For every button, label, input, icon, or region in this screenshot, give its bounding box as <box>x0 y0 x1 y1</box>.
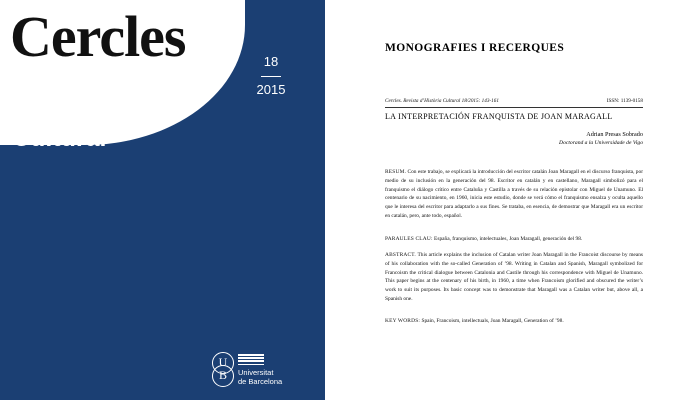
logo-name-line-2: de Barcelona <box>238 377 283 387</box>
resumen-paragraph <box>385 168 643 221</box>
journal-subtitle-line-3: Cultural <box>12 124 107 152</box>
logo-letter-b: B <box>212 365 234 387</box>
article-title: LA INTERPRETACIÓN FRANQUISTA DE JOAN MARAGALL <box>385 112 613 121</box>
journal-title: Cercles <box>10 4 186 69</box>
resumen-label: RESUM. <box>385 169 407 175</box>
keywords-paragraph <box>385 317 643 326</box>
resumen-text: Con este trabajo, se explicará la introducción del escritor catalán Joan Maragall en el discurso franquista, por medio de su inclusión en la generación del 98. Escritor en catalán y en castellano, Maragall simbolizó para el franquismo el diálogo crítico entre Cataluña y Castilla a través de su relación epistolar con Miguel de Unamuno. El centenario de su nacimiento, en 1960, inicia este estudio, donde se verá cómo el franquismo ensalza y oculta aquello que le interesa del escritor para adaptarlo a sus fines. Se trataba, en esencia, de demostrar que Maragall era un escritor en catalán, pero, ante todo, español. <box>385 169 643 219</box>
logo-name <box>238 368 282 387</box>
journal-subtitle <box>12 62 222 154</box>
journal-subtitle-line-1: Revista <box>12 63 101 91</box>
abstract-text: This article explains the inclusion of Catalan writer Joan Maragall in the Francoist discourse by means of his collaboration with the so-called Generation of ’98. Writing in Catalan and Spanish, Maragall symbolized for Francoism the critical dialogue between Catalonia and Castile through his correspondence with Miguel de Unamuno. This paper begins at the centenary of his birth, in 1960, a time when Francoism glorified and obscured the writer’s work to suit its purposes. Its basic concept was to demonstrate that Maragall was a Catalan writer but, above all, a Spanish one. <box>385 252 643 302</box>
keywords-text: Spain, Francoism, intellectuals, Joan Maragall, Generation of ’98. <box>421 318 564 324</box>
palabras-clau-text: España, franquismo, intelectuales, Joan Maragall, generación del 98. <box>434 236 583 242</box>
article-page <box>325 0 700 400</box>
keywords-label: KEY WORDS: <box>385 318 421 324</box>
journal-cover <box>0 0 325 400</box>
abstract-paragraph <box>385 251 643 304</box>
abstract-label: ABSTRACT. <box>385 252 416 258</box>
author-affiliation: Doctorand a la Universidade de Vigo <box>559 140 643 146</box>
running-head <box>385 98 643 104</box>
issn-label: ISSN: 1139-0158 <box>606 98 643 104</box>
logo-letter-u: U <box>212 352 234 374</box>
logo-bars-icon <box>238 354 264 365</box>
palabras-clau-paragraph <box>385 235 643 244</box>
issue-block <box>243 55 299 98</box>
university-logo <box>212 352 298 386</box>
issue-year: 2015 <box>256 82 286 98</box>
palabras-clau-label: PARAULES CLAU: <box>385 236 433 242</box>
journal-subtitle-line-2: d’Història <box>12 93 128 122</box>
logo-name-line-1: Universitat <box>238 368 274 377</box>
section-heading: MONOGRAFIES I RECERQUES <box>385 42 565 54</box>
issue-divider <box>261 76 281 77</box>
header-rule <box>385 107 643 108</box>
issue-number: 18 <box>263 54 279 69</box>
article-author: Adrian Presas Sobrado <box>586 131 643 138</box>
running-head-citation: Cercles. Revista d’Història Cultural 18/2015: 143-161 <box>385 98 499 104</box>
